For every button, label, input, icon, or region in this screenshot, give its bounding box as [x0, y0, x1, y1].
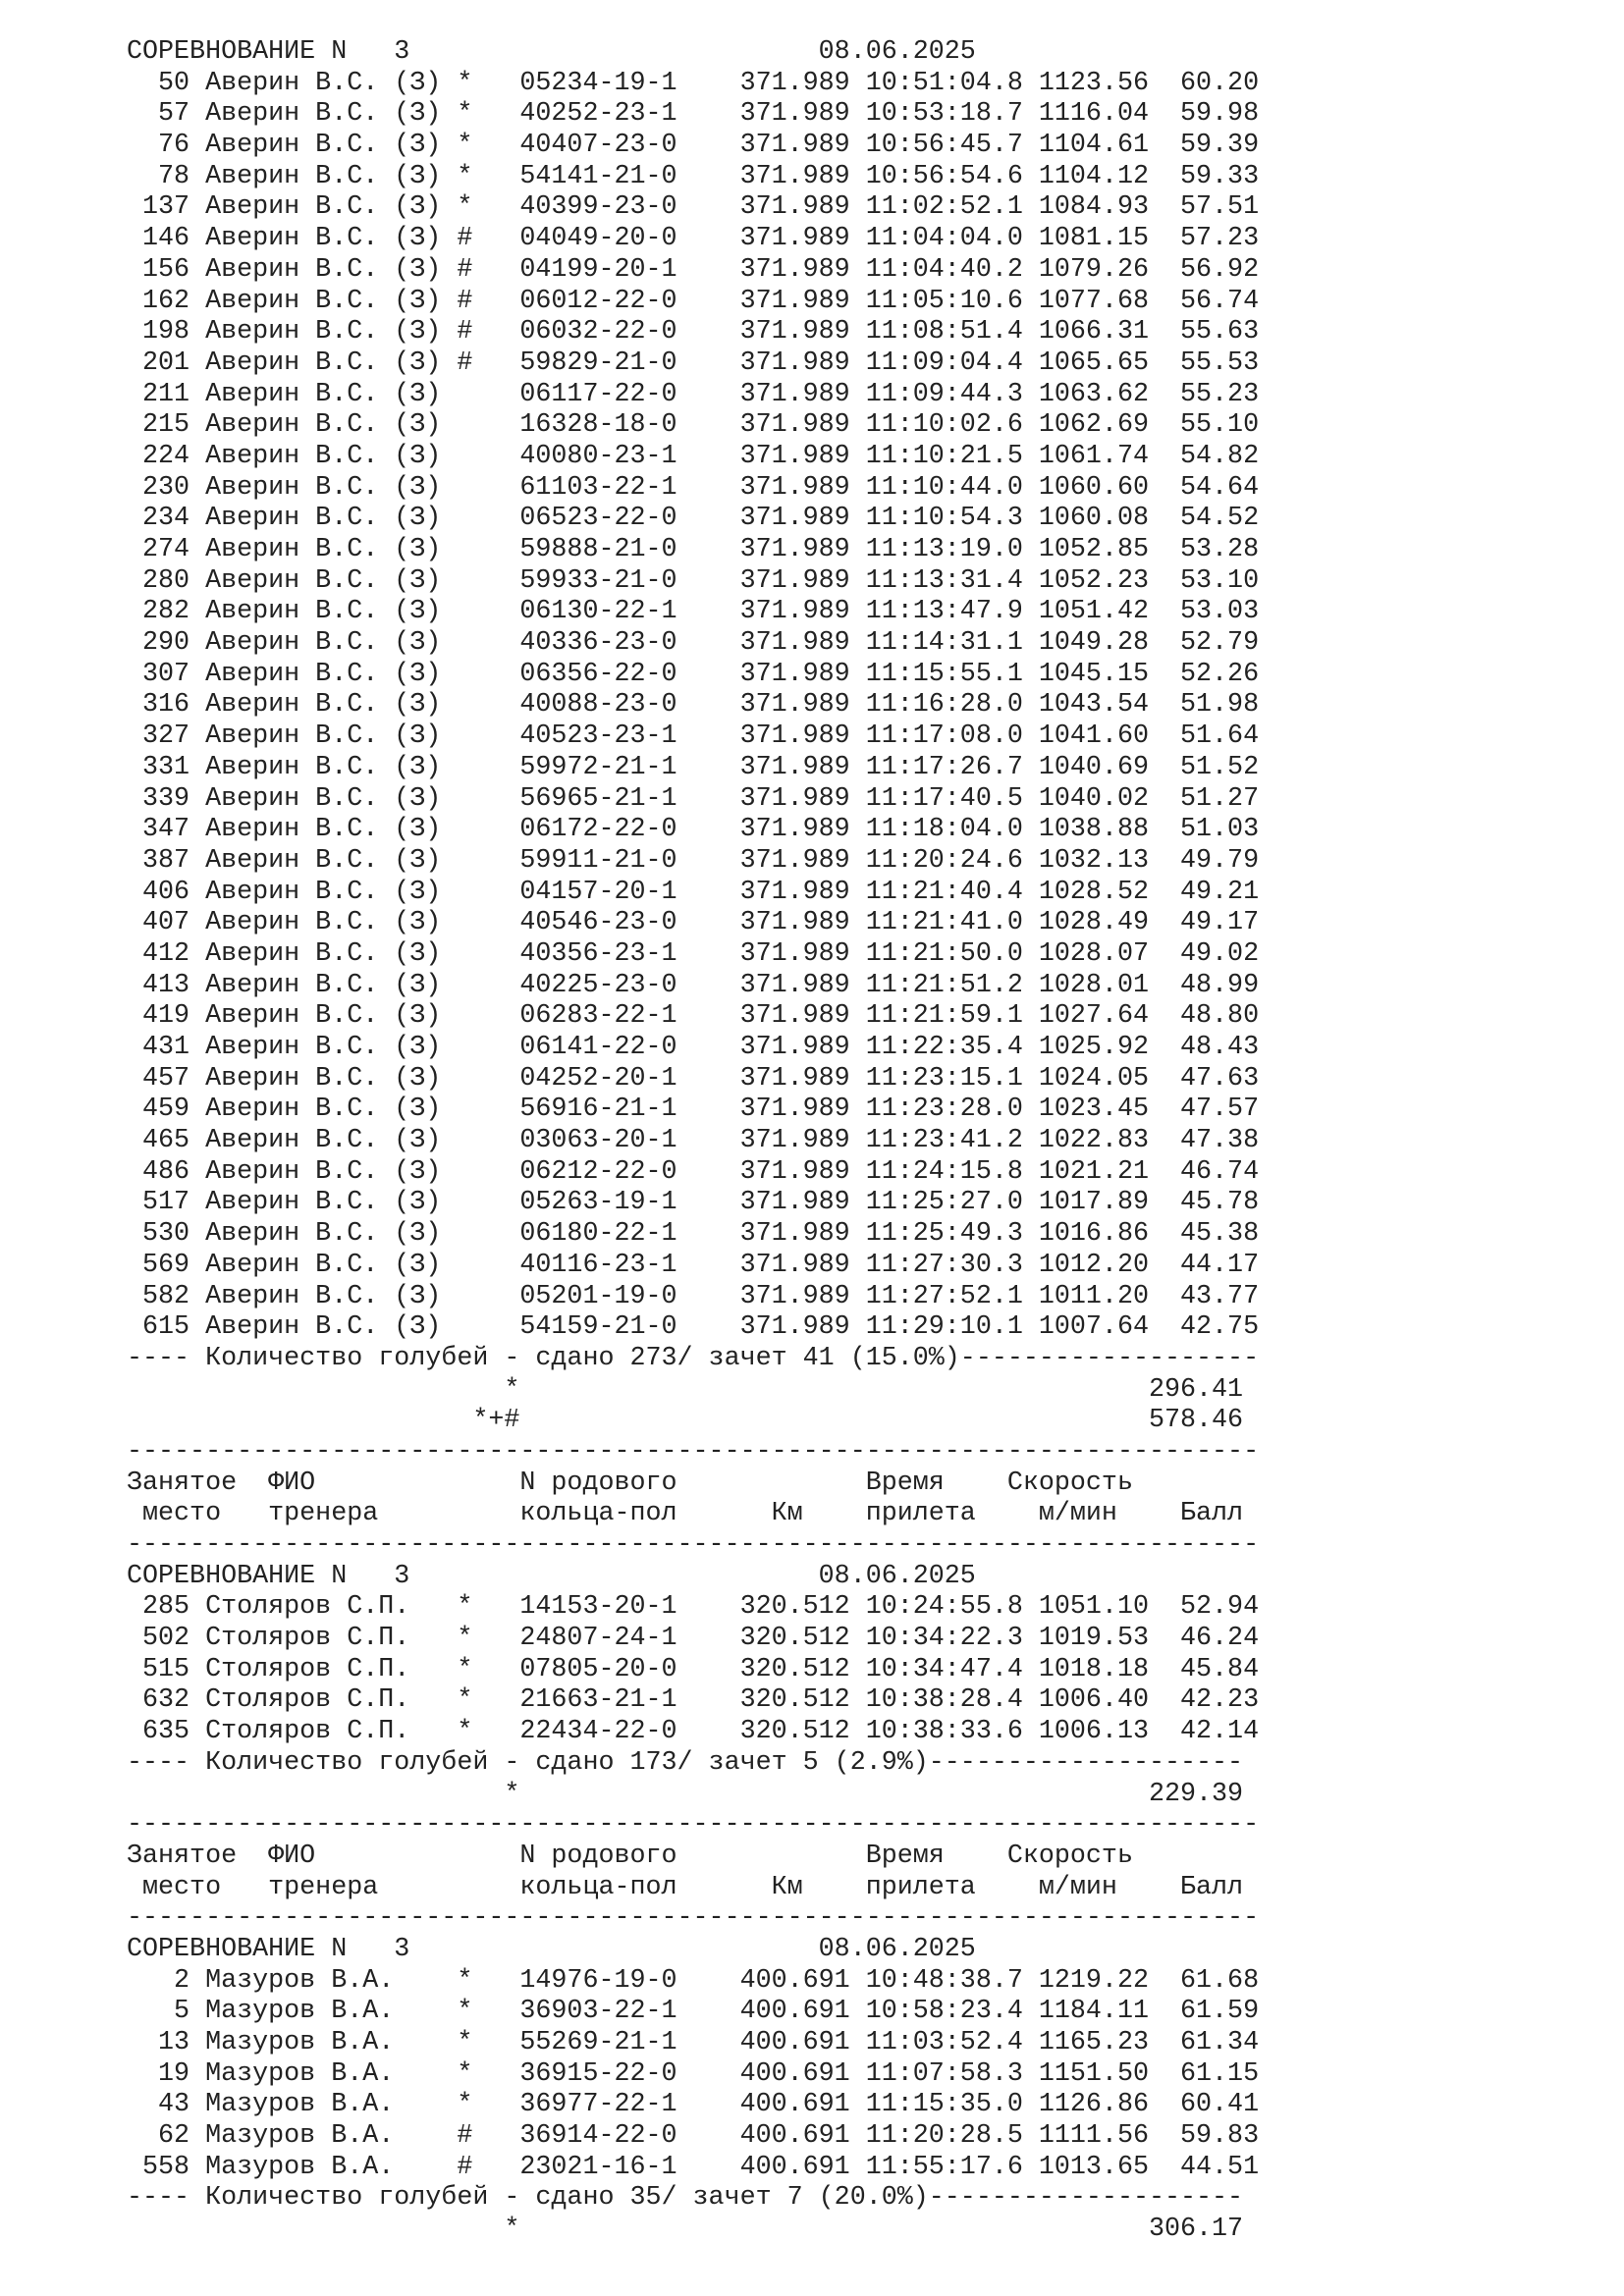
result-row: 582 Аверин В.С. (З) 05201-19-0 371.989 11:27:52.1 1011.20 43.77	[127, 1281, 1260, 1311]
result-row: 43 Мазуров В.А. * 36977-22-1 400.691 11:15:35.0 1126.86 60.41	[127, 2090, 1260, 2120]
competition-section	[127, 1935, 1521, 2246]
result-row: 13 Мазуров В.А. * 55269-21-1 400.691 11:03:52.4 1165.23 61.34	[127, 2028, 1260, 2057]
score-total: * 296.41	[127, 1374, 1244, 1405]
result-row: 76 Аверин В.С. (З) * 40407-23-0 371.989 10:56:45.7 1104.61 59.39	[127, 131, 1260, 161]
column-header: Занятое ФИО N родового Время Скорость	[127, 1841, 1133, 1871]
result-row: 78 Аверин В.С. (З) * 54141-21-0 371.989 10:56:54.6 1104.12 59.33	[127, 161, 1260, 191]
score-total: *+# 578.46	[127, 1406, 1244, 1436]
section-header: СОРЕВНОВАНИЕ N 3 08.06.2025	[127, 1934, 976, 1964]
result-row: 2 Мазуров В.А. * 14976-19-0 400.691 10:48:38.7 1219.22 61.68	[127, 1965, 1260, 1996]
result-row: 282 Аверин В.С. (З) 06130-22-1 371.989 11:13:47.9 1051.42 53.03	[127, 597, 1260, 627]
result-row: 406 Аверин В.С. (З) 04157-20-1 371.989 11:21:40.4 1028.52 49.21	[127, 877, 1260, 907]
result-row: 156 Аверин В.С. (З) # 04199-20-1 371.989 11:04:40.2 1079.26 56.92	[127, 254, 1260, 285]
result-row: 339 Аверин В.С. (З) 56965-21-1 371.989 11:17:40.5 1040.02 51.27	[127, 783, 1260, 814]
result-row: 285 Столяров С.П. * 14153-20-1 320.512 10:24:55.8 1051.10 52.94	[127, 1592, 1260, 1623]
divider-line: ------------------------------------------------------------------------	[127, 1903, 1260, 1934]
result-row: 146 Аверин В.С. (З) # 04049-20-0 371.989 11:04:04.0 1081.15 57.23	[127, 224, 1260, 254]
result-row: 280 Аверин В.С. (З) 59933-21-0 371.989 11:13:31.4 1052.23 53.10	[127, 565, 1260, 596]
result-row: 198 Аверин В.С. (З) # 06032-22-0 371.989 11:08:51.4 1066.31 55.63	[127, 317, 1260, 347]
column-header: место тренера кольца-пол Км прилета м/мин Балл	[127, 1499, 1244, 1529]
result-row: 558 Мазуров В.А. # 23021-16-1 400.691 11:55:17.6 1013.65 44.51	[127, 2152, 1260, 2182]
result-row: 19 Мазуров В.А. * 36915-22-0 400.691 11:07:58.3 1151.50 61.15	[127, 2058, 1260, 2089]
result-row: 307 Аверин В.С. (З) 06356-22-0 371.989 11:15:55.1 1045.15 52.26	[127, 659, 1260, 689]
divider-line: ------------------------------------------------------------------------	[127, 1530, 1260, 1560]
result-row: 331 Аверин В.С. (З) 59972-21-1 371.989 11:17:26.7 1040.69 51.52	[127, 752, 1260, 782]
divider-line: ------------------------------------------------------------------------	[127, 1436, 1260, 1467]
results-document	[127, 37, 1521, 2246]
result-row: 459 Аверин В.С. (З) 56916-21-1 371.989 11:23:28.0 1023.45 47.57	[127, 1095, 1260, 1125]
divider-line: ------------------------------------------------------------------------	[127, 1810, 1260, 1841]
result-row: 517 Аверин В.С. (З) 05263-19-1 371.989 11:25:27.0 1017.89 45.78	[127, 1188, 1260, 1218]
column-header: Занятое ФИО N родового Время Скорость	[127, 1468, 1133, 1498]
result-row: 407 Аверин В.С. (З) 40546-23-0 371.989 11:21:41.0 1028.49 49.17	[127, 908, 1260, 938]
result-row: 327 Аверин В.С. (З) 40523-23-1 371.989 11:17:08.0 1041.60 51.64	[127, 721, 1260, 752]
result-row: 62 Мазуров В.А. # 36914-22-0 400.691 11:20:28.5 1111.56 59.83	[127, 2121, 1260, 2152]
result-row: 465 Аверин В.С. (З) 03063-20-1 371.989 11:23:41.2 1022.83 47.38	[127, 1126, 1260, 1156]
competition-section	[127, 37, 1521, 1562]
result-row: 234 Аверин В.С. (З) 06523-22-0 371.989 11:10:54.3 1060.08 54.52	[127, 504, 1260, 534]
result-row: 387 Аверин В.С. (З) 59911-21-0 371.989 11:20:24.6 1032.13 49.79	[127, 845, 1260, 876]
result-row: 431 Аверин В.С. (З) 06141-22-0 371.989 11:22:35.4 1025.92 48.43	[127, 1033, 1260, 1062]
result-row: 211 Аверин В.С. (З) 06117-22-0 371.989 11:09:44.3 1063.62 55.23	[127, 379, 1260, 409]
section-header: СОРЕВНОВАНИЕ N 3 08.06.2025	[127, 37, 976, 67]
summary-line: ---- Количество голубей - сдано 35/ зачет 7 (20.0%)--------------------	[127, 2183, 1244, 2214]
result-row: 413 Аверин В.С. (З) 40225-23-0 371.989 11:21:51.2 1028.01 48.99	[127, 970, 1260, 1000]
result-row: 457 Аверин В.С. (З) 04252-20-1 371.989 11:23:15.1 1024.05 47.63	[127, 1063, 1260, 1094]
result-row: 347 Аверин В.С. (З) 06172-22-0 371.989 11:18:04.0 1038.88 51.03	[127, 815, 1260, 845]
section-header: СОРЕВНОВАНИЕ N 3 08.06.2025	[127, 1561, 976, 1591]
result-row: 502 Столяров С.П. * 24807-24-1 320.512 10:34:22.3 1019.53 46.24	[127, 1624, 1260, 1654]
result-row: 632 Столяров С.П. * 21663-21-1 320.512 10:38:28.4 1006.40 42.23	[127, 1685, 1260, 1716]
result-row: 316 Аверин В.С. (З) 40088-23-0 371.989 11:16:28.0 1043.54 51.98	[127, 690, 1260, 721]
result-row: 50 Аверин В.С. (З) * 05234-19-1 371.989 10:51:04.8 1123.56 60.20	[127, 68, 1260, 98]
result-row: 412 Аверин В.С. (З) 40356-23-1 371.989 11:21:50.0 1028.07 49.02	[127, 938, 1260, 969]
result-row: 137 Аверин В.С. (З) * 40399-23-0 371.989 11:02:52.1 1084.93 57.51	[127, 192, 1260, 223]
result-row: 569 Аверин В.С. (З) 40116-23-1 371.989 11:27:30.3 1012.20 44.17	[127, 1250, 1260, 1280]
result-row: 215 Аверин В.С. (З) 16328-18-0 371.989 11:10:02.6 1062.69 55.10	[127, 410, 1260, 441]
result-row: 5 Мазуров В.А. * 36903-22-1 400.691 10:58:23.4 1184.11 61.59	[127, 1997, 1260, 2027]
result-row: 201 Аверин В.С. (З) # 59829-21-0 371.989 11:09:04.4 1065.65 55.53	[127, 347, 1260, 378]
result-row: 230 Аверин В.С. (З) 61103-22-1 371.989 11:10:44.0 1060.60 54.64	[127, 472, 1260, 503]
summary-line: ---- Количество голубей - сдано 173/ зачет 5 (2.9%)--------------------	[127, 1747, 1244, 1778]
score-total: * 306.17	[127, 2215, 1244, 2245]
result-row: 290 Аверин В.С. (З) 40336-23-0 371.989 11:14:31.1 1049.28 52.79	[127, 628, 1260, 659]
summary-line: ---- Количество голубей - сдано 273/ зачет 41 (15.0%)-------------------	[127, 1343, 1260, 1373]
competition-section	[127, 1562, 1521, 1935]
result-row: 57 Аверин В.С. (З) * 40252-23-1 371.989 10:53:18.7 1116.04 59.98	[127, 99, 1260, 130]
result-row: 515 Столяров С.П. * 07805-20-0 320.512 10:34:47.4 1018.18 45.84	[127, 1654, 1260, 1684]
result-row: 530 Аверин В.С. (З) 06180-22-1 371.989 11:25:49.3 1016.86 45.38	[127, 1219, 1260, 1250]
score-total: * 229.39	[127, 1779, 1244, 1809]
result-row: 635 Столяров С.П. * 22434-22-0 320.512 10:38:33.6 1006.13 42.14	[127, 1717, 1260, 1747]
result-row: 615 Аверин В.С. (З) 54159-21-0 371.989 11:29:10.1 1007.64 42.75	[127, 1312, 1260, 1343]
column-header: место тренера кольца-пол Км прилета м/мин Балл	[127, 1872, 1244, 1902]
result-row: 162 Аверин В.С. (З) # 06012-22-0 371.989 11:05:10.6 1077.68 56.74	[127, 286, 1260, 316]
result-row: 274 Аверин В.С. (З) 59888-21-0 371.989 11:13:19.0 1052.85 53.28	[127, 535, 1260, 564]
result-row: 224 Аверин В.С. (З) 40080-23-1 371.989 11:10:21.5 1061.74 54.82	[127, 441, 1260, 471]
result-row: 419 Аверин В.С. (З) 06283-22-1 371.989 11:21:59.1 1027.64 48.80	[127, 1001, 1260, 1032]
result-row: 486 Аверин В.С. (З) 06212-22-0 371.989 11:24:15.8 1021.21 46.74	[127, 1156, 1260, 1187]
